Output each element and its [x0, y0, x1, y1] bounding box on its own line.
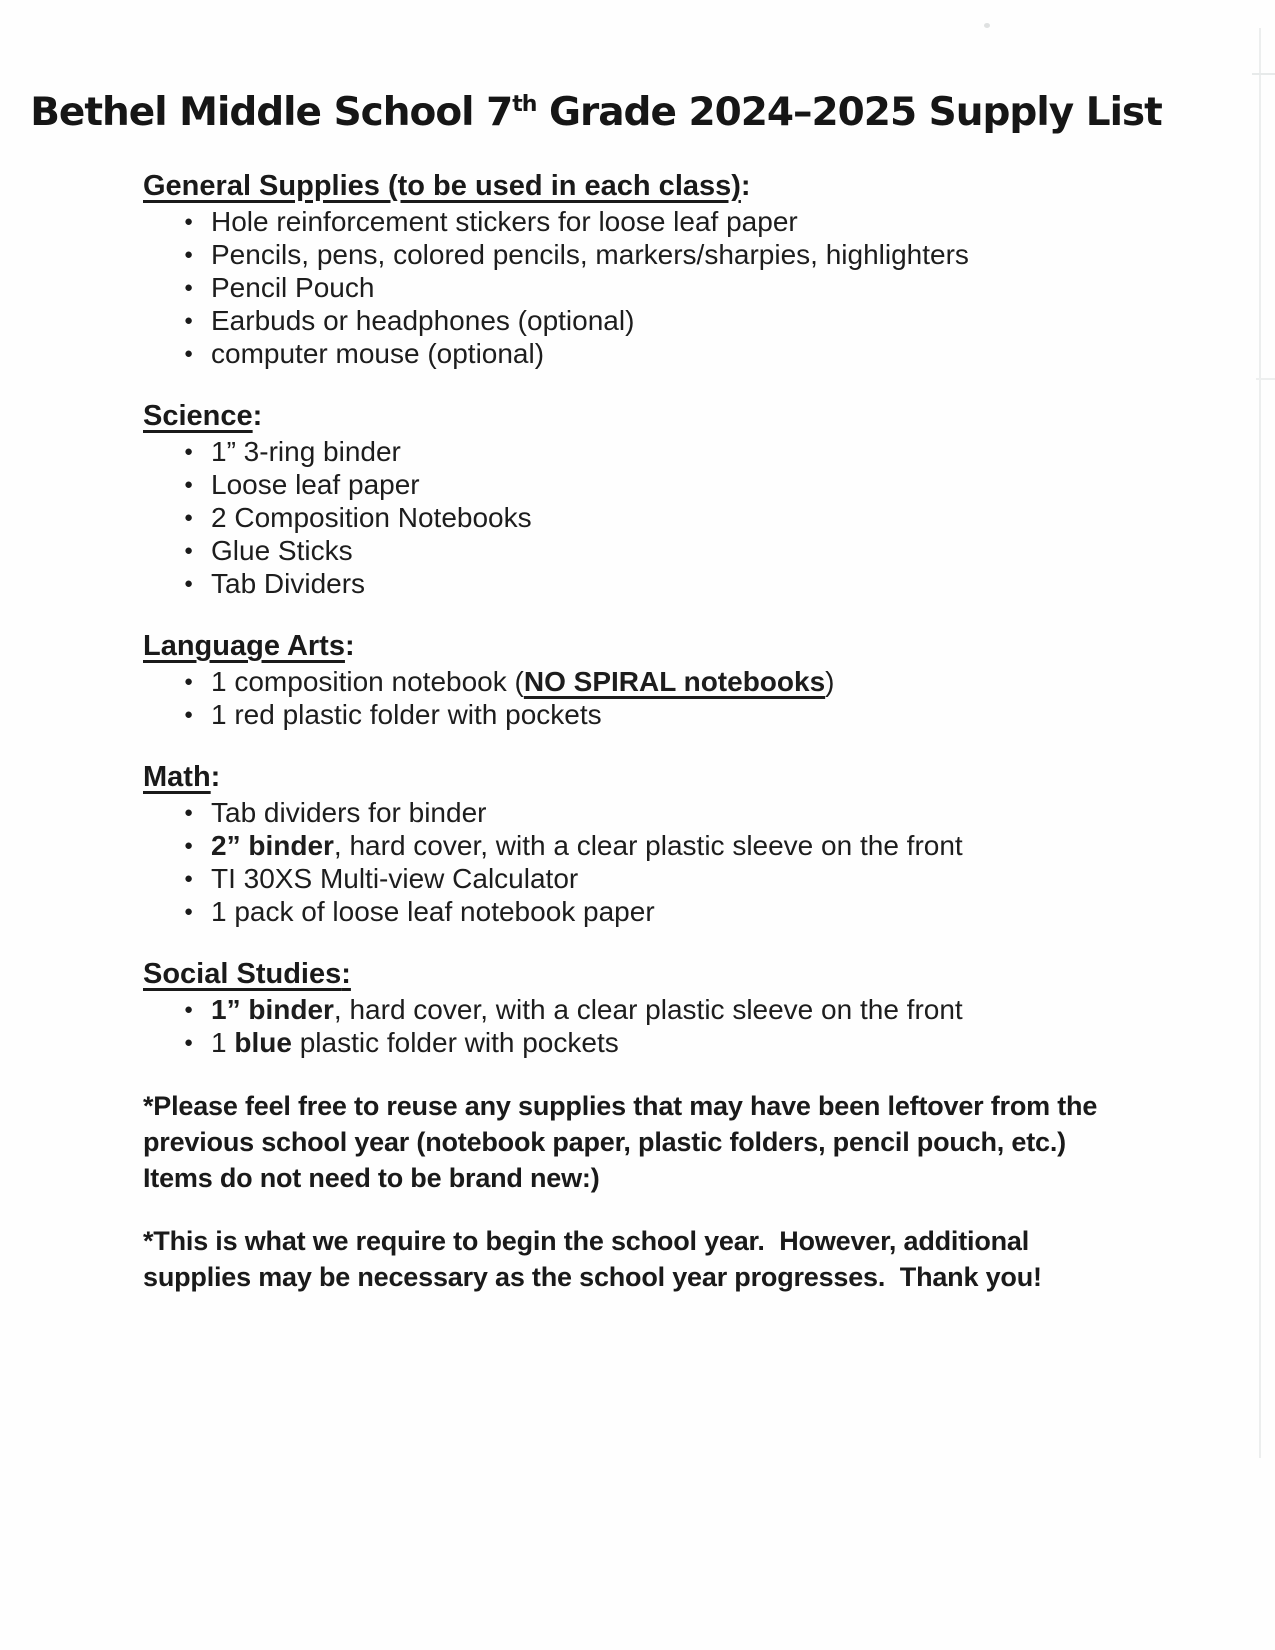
supply-list: [143, 993, 1103, 1059]
section-general-supplies: [143, 170, 1103, 370]
item-text: 1 red plastic folder with pockets: [211, 699, 602, 730]
item-text: Tab Dividers: [211, 568, 366, 599]
section-heading-text: General Supplies (to be used in each class): [143, 170, 741, 202]
bullet-icon: ●: [184, 246, 194, 263]
section-heading-colon: :: [210, 761, 221, 793]
bullet-icon: ●: [184, 509, 194, 526]
supply-list: [143, 665, 1103, 731]
page-title: [0, 90, 1192, 135]
item-text-emphasis: blue: [234, 1027, 292, 1058]
item-text: [211, 1026, 1103, 1059]
section-heading-colon: :: [341, 958, 351, 990]
section-heading-text: Math: [143, 761, 211, 793]
list-item: [143, 665, 1103, 698]
list-item: [143, 304, 1103, 337]
bullet-icon: ●: [184, 1001, 194, 1018]
list-item: [143, 337, 1103, 370]
bullet-icon: ●: [184, 870, 194, 887]
bullet-icon: ●: [184, 279, 194, 296]
bullet-icon: ●: [184, 443, 194, 460]
list-item: [143, 993, 1103, 1026]
page-title-part1: Bethel Middle School 7: [30, 90, 513, 135]
section-heading: [143, 170, 1103, 203]
item-text: Earbuds or headphones (optional): [211, 305, 635, 336]
list-item: [143, 534, 1103, 567]
item-text: 1” 3-ring binder: [211, 436, 401, 467]
document-body: [143, 170, 1103, 1295]
section-heading-text: Science: [143, 400, 253, 432]
item-text: Loose leaf paper: [211, 469, 420, 500]
item-text: 2 Composition Notebooks: [211, 502, 532, 533]
item-text: computer mouse (optional): [211, 338, 545, 369]
section-heading-colon: :: [252, 400, 263, 432]
note-paragraph-additional-supplies: *This is what we require to begin the school year. However, additional supplies may be necessary as the school year progresses. Thank you!: [143, 1226, 1042, 1292]
page-title-part2: Grade 2024–2025 Supply List: [536, 90, 1162, 135]
section-heading-text: Language Arts: [143, 630, 345, 662]
section-heading: [143, 761, 1103, 794]
bullet-icon: ●: [184, 575, 194, 592]
scan-artifact-tick: [1256, 378, 1275, 380]
scan-artifact-tick: [1252, 73, 1275, 75]
bullet-icon: ●: [184, 1034, 194, 1051]
item-text-segment: , hard cover, with a clear plastic sleeve on the front: [333, 994, 963, 1025]
supply-list: [143, 435, 1103, 600]
item-text: Glue Sticks: [211, 535, 353, 566]
supply-list: [143, 205, 1103, 370]
item-text: Pencils, pens, colored pencils, markers/sharpies, highlighters: [211, 239, 969, 270]
list-item: [143, 238, 1103, 271]
section-heading: [143, 630, 1103, 663]
list-item: [143, 271, 1103, 304]
item-text: 1 pack of loose leaf notebook paper: [211, 896, 655, 927]
scan-artifact-vline: [1259, 28, 1261, 1458]
page-title-superscript: th: [512, 92, 537, 117]
note-paragraph-reuse-supplies: *Please feel free to reuse any supplies that may have been leftover from the previous school year (notebook paper, plastic folders, pencil pouch, etc.) Items do not need to be brand new:): [143, 1091, 1105, 1193]
list-item: [143, 205, 1103, 238]
bullet-icon: ●: [184, 706, 194, 723]
item-text-emphasis: 2” binder: [211, 830, 334, 861]
item-text: [211, 665, 1103, 698]
item-text-segment: 1: [211, 1027, 235, 1058]
section-heading: [143, 400, 1103, 433]
bullet-icon: ●: [184, 837, 194, 854]
list-item: [143, 862, 1103, 895]
item-text: [211, 829, 1103, 862]
section-language-arts: [143, 630, 1103, 731]
item-text-emphasis: 1” binder: [211, 994, 334, 1025]
list-item: [143, 468, 1103, 501]
list-item: [143, 435, 1103, 468]
section-heading: [143, 958, 1103, 991]
scan-artifact-speck: [984, 23, 990, 28]
section-social-studies: [143, 958, 1103, 1059]
supply-list: [143, 796, 1103, 928]
bullet-icon: ●: [184, 345, 194, 362]
bullet-icon: ●: [184, 903, 194, 920]
bullet-icon: ●: [184, 673, 194, 690]
list-item: [143, 1026, 1103, 1059]
item-text-segment: ): [825, 666, 835, 697]
item-text: Pencil Pouch: [211, 272, 375, 303]
list-item: [143, 895, 1103, 928]
bullet-icon: ●: [184, 213, 194, 230]
section-heading-colon: :: [740, 170, 751, 202]
bullet-icon: ●: [184, 542, 194, 559]
bullet-icon: ●: [184, 312, 194, 329]
section-science: [143, 400, 1103, 600]
item-text: TI 30XS Multi-view Calculator: [211, 863, 579, 894]
item-text: [211, 993, 1103, 1026]
section-heading-text: Social Studies: [143, 958, 342, 990]
list-item: [143, 567, 1103, 600]
list-item: [143, 796, 1103, 829]
bullet-icon: ●: [184, 476, 194, 493]
item-text-segment: , hard cover, with a clear plastic sleeve on the front: [333, 830, 963, 861]
item-text: Hole reinforcement stickers for loose leaf paper: [211, 206, 798, 237]
list-item: [143, 829, 1103, 862]
item-text-emphasis: NO SPIRAL notebooks: [523, 666, 826, 697]
item-text: Tab dividers for binder: [211, 797, 487, 828]
section-heading-colon: :: [344, 630, 355, 662]
section-math: [143, 761, 1103, 928]
list-item: [143, 698, 1103, 731]
list-item: [143, 501, 1103, 534]
item-text-segment: 1 composition notebook (: [211, 666, 524, 697]
bullet-icon: ●: [184, 804, 194, 821]
item-text-segment: plastic folder with pockets: [291, 1027, 619, 1058]
